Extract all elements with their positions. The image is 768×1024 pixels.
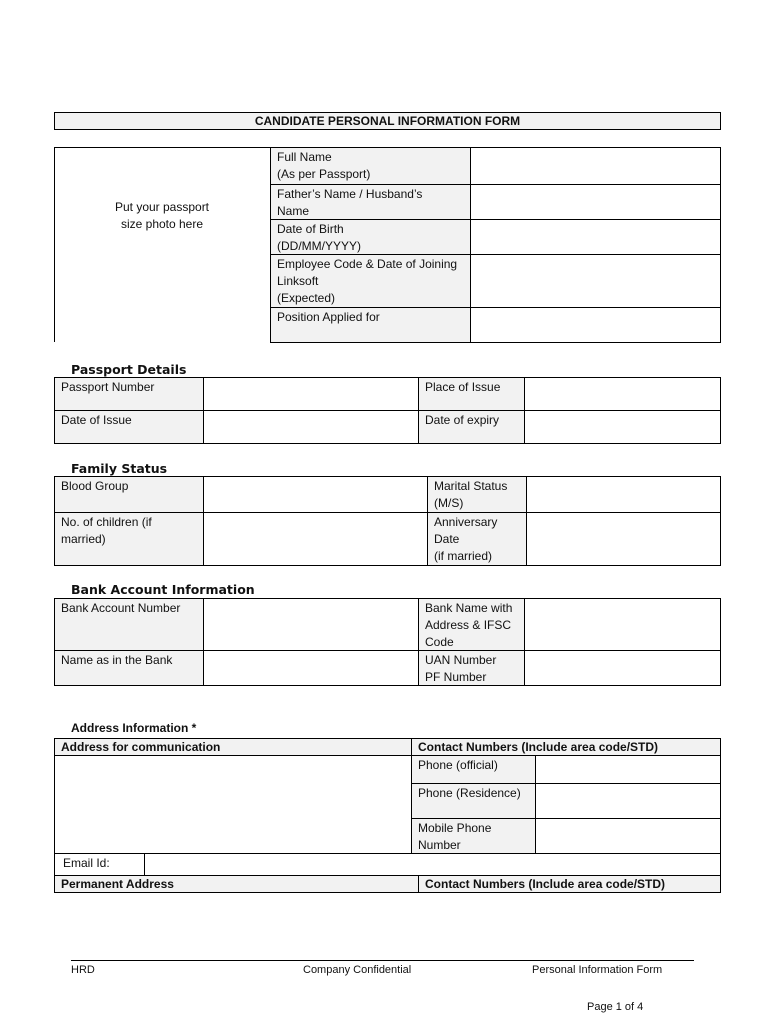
email-label: Email Id: [54, 853, 145, 876]
place-of-issue-label: Place of Issue [418, 377, 525, 411]
bank-account-field[interactable] [203, 598, 419, 651]
footer-rule [71, 960, 694, 961]
uan-label: UAN Number PF Number [418, 650, 525, 686]
father-name-label: Father’s Name / Husband’s Name [270, 184, 471, 220]
bank-name-label: Bank Name with Address & IFSC Code [418, 598, 525, 651]
footer-center: Company Confidential [303, 964, 412, 976]
position-label: Position Applied for [270, 307, 471, 343]
dob-field[interactable] [470, 219, 721, 255]
blood-group-field[interactable] [203, 476, 428, 513]
full-name-label: Full Name (As per Passport) [270, 147, 471, 185]
passport-number-field[interactable] [203, 377, 419, 411]
email-field[interactable] [144, 853, 721, 876]
children-field[interactable] [203, 512, 428, 566]
marital-status-field[interactable] [526, 476, 721, 513]
emp-code-label: Employee Code & Date of Joining Linksoft (Expected) [270, 254, 471, 308]
passport-heading: Passport Details [71, 362, 187, 377]
photo-placeholder: Put your passport size photo here [114, 200, 210, 231]
anniversary-label: Anniversary Date (if married) [427, 512, 527, 566]
family-heading: Family Status [71, 461, 168, 476]
place-of-issue-field[interactable] [524, 377, 721, 411]
father-name-field[interactable] [470, 184, 721, 220]
mobile-phone-field[interactable] [535, 818, 721, 854]
name-in-bank-label: Name as in the Bank [54, 650, 204, 686]
name-in-bank-field[interactable] [203, 650, 419, 686]
page-number: Page 1 of 4 [587, 1001, 644, 1013]
full-name-field[interactable] [470, 147, 721, 185]
blood-group-label: Blood Group [54, 476, 204, 513]
photo-box [54, 147, 271, 342]
emp-code-field[interactable] [470, 254, 721, 308]
address-heading: Address Information * [71, 721, 197, 735]
communication-address-field[interactable] [54, 755, 412, 854]
mobile-phone-label: Mobile Phone Number [411, 818, 536, 854]
passport-number-label: Passport Number [54, 377, 204, 411]
footer-left: HRD [71, 964, 95, 976]
anniversary-field[interactable] [526, 512, 721, 566]
marital-status-label: Marital Status (M/S) [427, 476, 527, 513]
date-of-issue-field[interactable] [203, 410, 419, 444]
uan-field[interactable] [524, 650, 721, 686]
date-of-issue-label: Date of Issue [54, 410, 204, 444]
dob-label: Date of Birth (DD/MM/YYYY) [270, 219, 471, 255]
bank-account-label: Bank Account Number [54, 598, 204, 651]
contact-numbers-header-2: Contact Numbers (Include area code/STD) [418, 875, 721, 893]
contact-numbers-header: Contact Numbers (Include area code/STD) [411, 738, 721, 756]
date-of-expiry-field[interactable] [524, 410, 721, 444]
phone-official-field[interactable] [535, 755, 721, 784]
date-of-expiry-label: Date of expiry [418, 410, 525, 444]
phone-residence-field[interactable] [535, 783, 721, 819]
phone-residence-label: Phone (Residence) [411, 783, 536, 819]
phone-official-label: Phone (official) [411, 755, 536, 784]
communication-address-header: Address for communication [54, 738, 412, 756]
bank-name-field[interactable] [524, 598, 721, 651]
form-title: CANDIDATE PERSONAL INFORMATION FORM [54, 112, 721, 130]
position-field[interactable] [470, 307, 721, 343]
permanent-address-header: Permanent Address [54, 875, 419, 893]
bank-heading: Bank Account Information [71, 582, 255, 597]
children-label: No. of children (if married) [54, 512, 204, 566]
footer-right: Personal Information Form [532, 964, 663, 976]
